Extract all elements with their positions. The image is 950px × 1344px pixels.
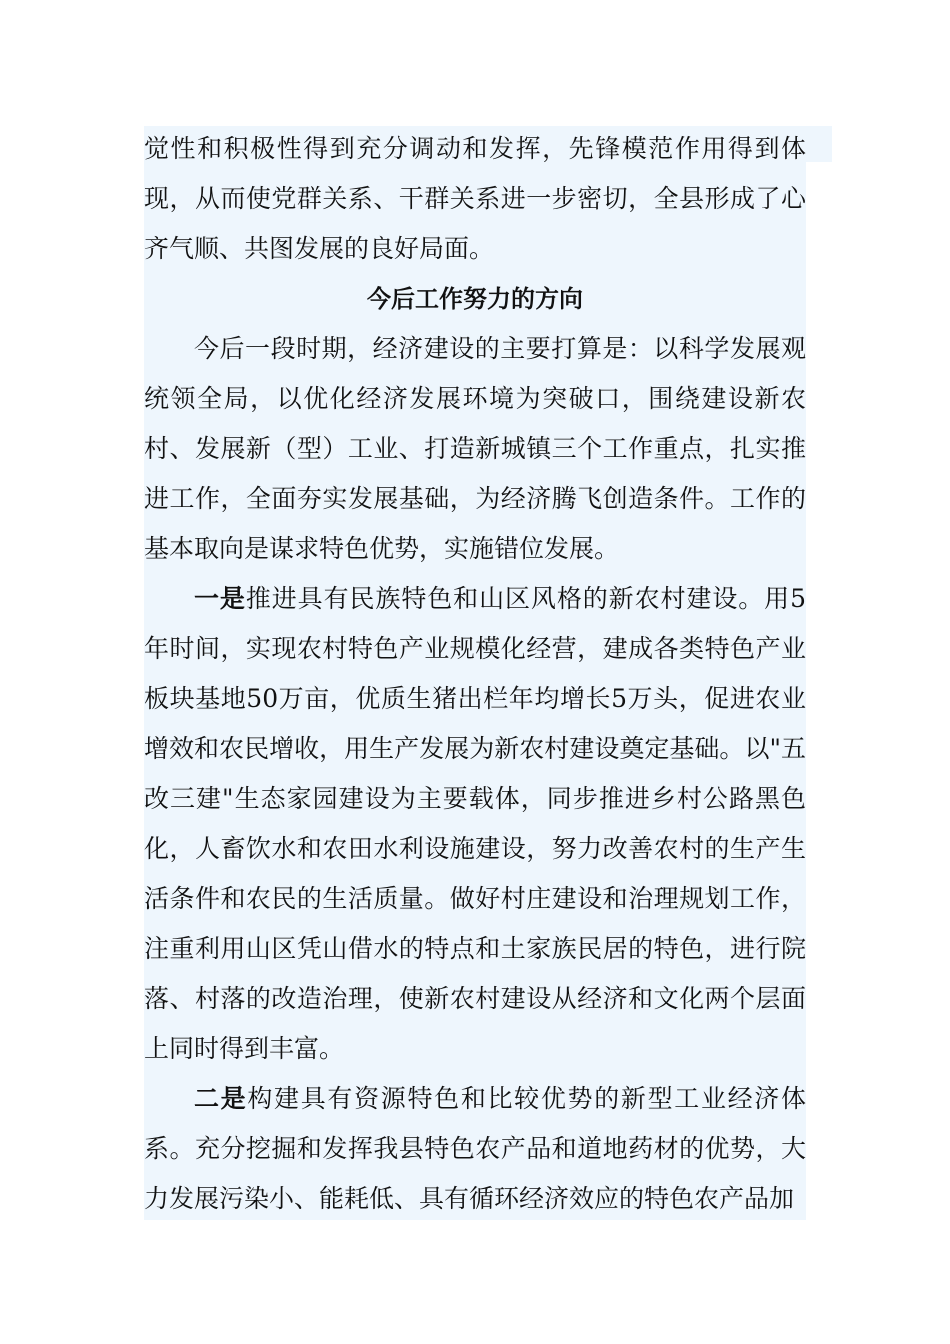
point-two-lead: 二是 — [194, 1084, 248, 1113]
point-one-paragraph — [144, 574, 806, 1074]
document-body — [144, 124, 806, 1224]
point-two-text: 构建具有资源特色和比较优势的新型工业经济体系。充分挖掘和发挥我县特色农产品和道地药材的优势，大力发展污染小、能耗低、具有循环经济效应的特色农产品加 — [144, 1084, 806, 1213]
text-highlight-overflow — [806, 126, 832, 162]
point-one-lead: 一是 — [194, 584, 246, 613]
point-one-text: 推进具有民族特色和山区风格的新农村建设。用5年时间，实现农村特色产业规模化经营，建成各类特色产业板块基地50万亩，优质生猪出栏年均增长5万头，促进农业增效和农民增收，用生产发展为新农村建设奠定基础。以"五改三建"生态家园建设为主要载体，同步推进乡村公路黑色化，人畜饮水和农田水利设施建设，努力改善农村的生产生活条件和农民的生活质量。做好村庄建设和治理规划工作，注重利用山区凭山借水的特点和土家族民居的特色，进行院落、村落的改造治理，使新农村建设从经济和文化两个层面上同时得到丰富。 — [144, 584, 806, 1063]
point-two-paragraph — [144, 1074, 806, 1224]
intro-paragraph: 今后一段时期，经济建设的主要打算是：以科学发展观统领全局，以优化经济发展环境为突破口，围绕建设新农村、发展新（型）工业、打造新城镇三个工作重点，扎实推进工作，全面夯实发展基础，为经济腾飞创造条件。工作的基本取向是谋求特色优势，实施错位发展。 — [144, 334, 806, 563]
section-heading: 今后工作努力的方向 — [367, 285, 583, 313]
continued-paragraph: 觉性和积极性得到充分调动和发挥，先锋模范作用得到体现，从而使党群关系、干群关系进一步密切，全县形成了心齐气顺、共图发展的良好局面。 — [144, 134, 806, 263]
